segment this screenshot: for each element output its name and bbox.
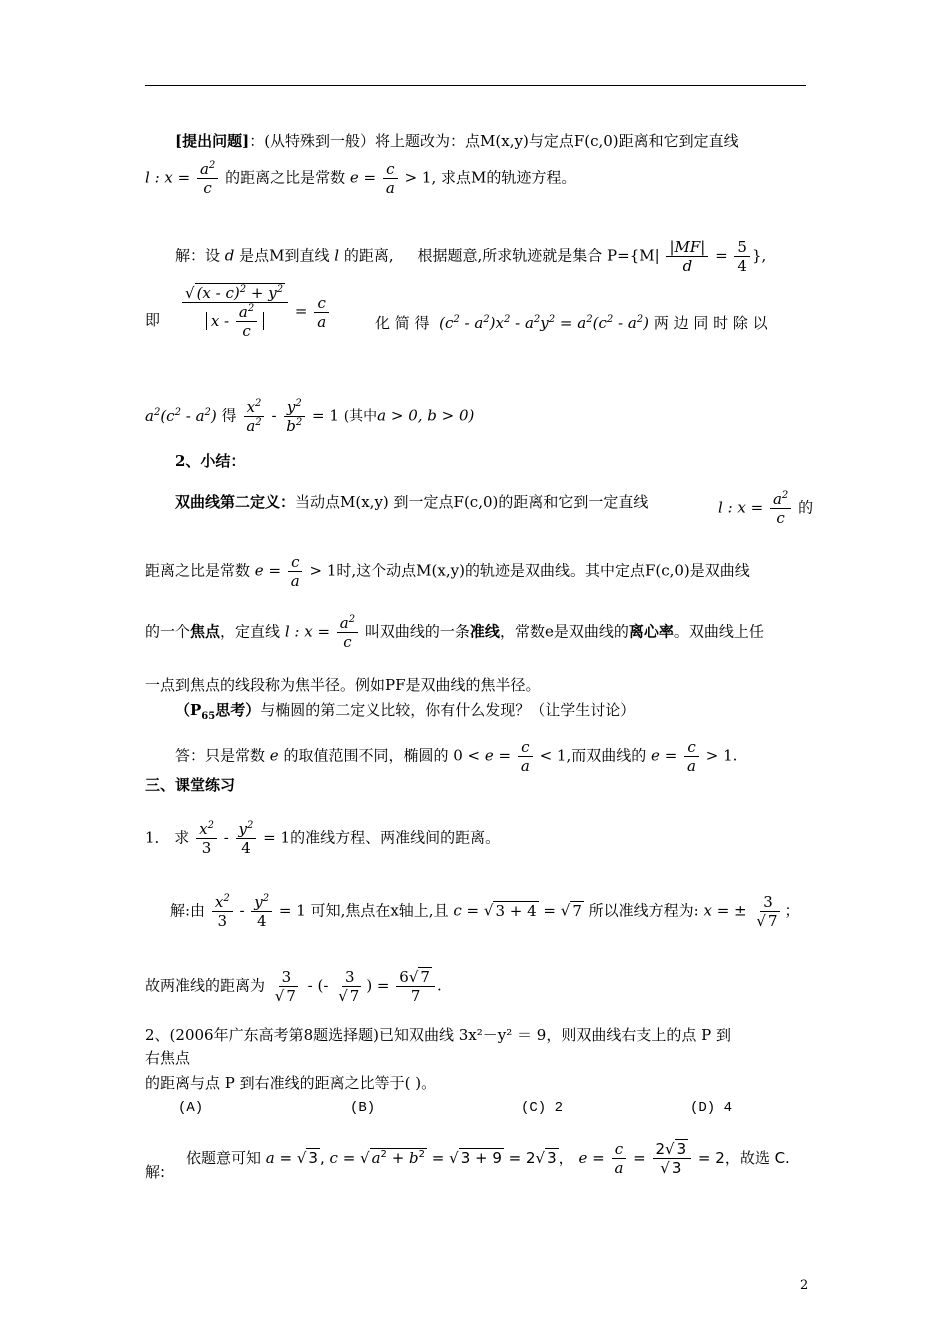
both-sides-label: 两 边 同 时 除 以: [653, 314, 768, 332]
question-1: 1． 求 $\frac{x^2}{3}$ - $\frac{y^2}{4}$ = 1的准线方程、两准线间的距离。: [145, 820, 501, 857]
definition-line-1: [175, 492, 648, 512]
problem-line-1: [175, 131, 739, 151]
definition-line-4: 一点到焦点的线段称为焦半径。例如PF是双曲线的焦半径。: [145, 676, 541, 694]
option-c: (C) 2: [521, 1100, 564, 1116]
problem-text-2: 的距离之比是常数: [225, 168, 346, 187]
s1-end: ；: [784, 901, 800, 920]
definition-l-eq: l : x = $\frac{a^2}{c}$ 的: [718, 490, 814, 527]
frac-a2-c: $\frac{a^2}{c}$: [197, 160, 218, 197]
term-focus: 焦点: [190, 622, 221, 641]
e-prefix: e =: [349, 168, 377, 187]
answer-c: ,而双曲线的: [566, 746, 647, 765]
solution-text-c: 的距离,: [343, 246, 394, 265]
definition-label: 双曲线第二定义：: [175, 493, 296, 511]
ji-label: 即: [145, 311, 161, 329]
answer-line: 答：只是常数 e 的取值范围不同，椭圆的 0 < e = $\frac{c}{a}$ < 1,而双曲线的 e = $\frac{c}{a}$ > 1.: [175, 738, 738, 775]
simplify-label: 化 简 得: [375, 314, 430, 332]
line3-d: ，常数e是双曲线的: [499, 622, 629, 641]
solution-2: 依题意可知 a = √ 3 , c = √ $a^2 + b^2$ = √ 3 + 9 = 2√ 3 ， e = $\frac{c}{a}$ = $\frac{2√ 3}{√ 3}$ = 2，故选 C.: [186, 1140, 790, 1177]
s1-b: 可知,焦点在x轴上,且: [310, 901, 449, 920]
summary-label: 2、小结：: [175, 452, 246, 470]
option-b: (B): [350, 1100, 376, 1116]
solution-text-a: 解：设: [175, 246, 221, 265]
question-2-a: 2、(2006年广东高考第8题选择题)已知双曲线 3x²－y² ＝ 9，则双曲线右支上的点 P 到: [145, 1026, 731, 1044]
think-text: 与椭圆的第二定义比较，你有什么发现？（让学生讨论）: [260, 701, 636, 719]
where-label: (其中: [343, 408, 378, 425]
solution-text-d: 根据题意,所求轨迹就是集合 P={M|: [417, 246, 660, 265]
de-label: 得: [221, 406, 237, 425]
definition-line2-b: 时,这个动点M(x,y)的轨迹是双曲线。其中定点F(c,0)是双曲线: [336, 561, 750, 580]
solution-text-b: 是点M到直线: [239, 246, 330, 265]
term-eccentricity: 离心率: [628, 622, 674, 641]
option-a: (A): [178, 1100, 204, 1116]
line3-a: 的一个: [145, 622, 191, 641]
frac-distance: √ $(x - c)^2 + y^2$ x - $\frac{a^2}{c}$: [182, 284, 288, 340]
practice-title: 三、课堂练习: [145, 776, 236, 794]
definition-text: 当动点M(x,y) 到一定点F(c,0)的距离和它到一定直线: [295, 493, 649, 511]
s1-a: 解:由: [170, 901, 206, 920]
sol2-text: ，故选 C.: [724, 1149, 790, 1167]
s1-dist: 故两准线的距离为: [145, 976, 266, 995]
term-directrix: 准线: [469, 622, 500, 641]
distance-ratio-equation: √ $(x - c)^2 + y^2$ x - $\frac{a^2}{c}$ = $\frac{c}{a}$: [180, 284, 331, 340]
solution-1: 解:由 $\frac{x^2}{3}$ - $\frac{y^2}{4}$ = 1 可知,焦点在x轴上,且 c = √ 3 + 4 = √ 7 所以准线方程为: x = ± $\frac{3}{√ 7}$ ；: [170, 893, 800, 930]
problem-text-3: , 求点M的轨迹方程。: [431, 168, 577, 187]
frac-mf-d: $\frac{|MF|}{d}$: [666, 238, 708, 275]
l-prefix: l : x =: [145, 168, 191, 187]
q1-text: 的准线方程、两准线间的距离。: [290, 828, 501, 847]
solution-2-jie: 解:: [145, 1163, 166, 1181]
definition-line2-a: 距离之比是常数: [145, 561, 251, 580]
question-2-c: 的距离与点 P 到右准线的距离之比等于( )。: [145, 1074, 437, 1092]
definition-line-3: 的一个焦点，定直线 l : x = $\frac{a^2}{c}$ 叫双曲线的一条准线，常数e是双曲线的离心率。双曲线上任: [145, 614, 764, 651]
line3-e: 。双曲线上任: [673, 622, 764, 641]
question-2-b: 右焦点: [145, 1049, 191, 1067]
simplify-line: 化 简 得 $(c^2 - a^2)x^2 - a^2y^2 = a^2(c^2 - a^2)$ 两 边 同 时 除 以: [375, 314, 768, 332]
problem-line-2: l : x = $\frac{a^2}{c}$ 的距离之比是常数 e = $\frac{c}{a}$ > 1, 求点M的轨迹方程。: [145, 160, 577, 197]
frac-y2-b2: $\frac{y^2}{b^2}$: [283, 398, 305, 435]
line3-b: ，定直线: [220, 622, 281, 641]
frac-c-a-2: $\frac{c}{a}$: [314, 294, 329, 331]
de-suffix: 的: [798, 498, 814, 517]
sol2-label: 依题意可知: [186, 1149, 262, 1167]
answer-b: 的取值范围不同，椭圆的: [283, 746, 449, 765]
think-open: （P: [175, 701, 202, 719]
header-rule: [145, 85, 806, 86]
definition-line-2: 距离之比是常数 e = $\frac{c}{a}$ > 1时,这个动点M(x,y)的轨迹是双曲线。其中定点F(c,0)是双曲线: [145, 553, 750, 590]
frac-c-a: $\frac{c}{a}$: [383, 160, 398, 197]
problem-text-1: ：(从特殊到一般）将上题改为：点M(x,y)与定点F(c,0)距离和它到定直线: [249, 132, 739, 150]
page-number: 2: [800, 1278, 809, 1293]
problem-label: [提出问题]: [175, 132, 250, 150]
think-line: [175, 700, 635, 720]
frac-5-4: $\frac{5}{4}$: [734, 238, 750, 275]
frac-x2-a2: $\frac{x^2}{a^2}$: [243, 398, 264, 435]
divide-line: $a^2(c^2 - a^2)$ 得 $\frac{x^2}{a^2}$ - $\frac{y^2}{b^2}$ = 1 (其中a > 0, b > 0): [145, 398, 475, 435]
option-d: (D) 4: [690, 1100, 733, 1116]
line3-c: 叫双曲线的一条: [364, 622, 470, 641]
think-label: 思考）: [215, 701, 261, 719]
solution-line-1: 解：设 d 是点M到直线 l 的距离, 根据题意,所求轨迹就是集合 P={M| $\frac{|MF|}{d}$ = $\frac{5}{4}$ },: [175, 238, 767, 275]
q1-num: 1． 求: [145, 828, 190, 847]
think-sub: 65: [201, 711, 216, 722]
solution-1-distance: 故两准线的距离为 $\frac{3}{√ 7}$ - (- $\frac{3}{√ 7}$ ) = $\frac{6√ 7}{7}$ .: [145, 968, 442, 1005]
answer-a: 答：只是常数: [175, 746, 266, 765]
s1-c: 所以准线方程为:: [588, 901, 699, 920]
